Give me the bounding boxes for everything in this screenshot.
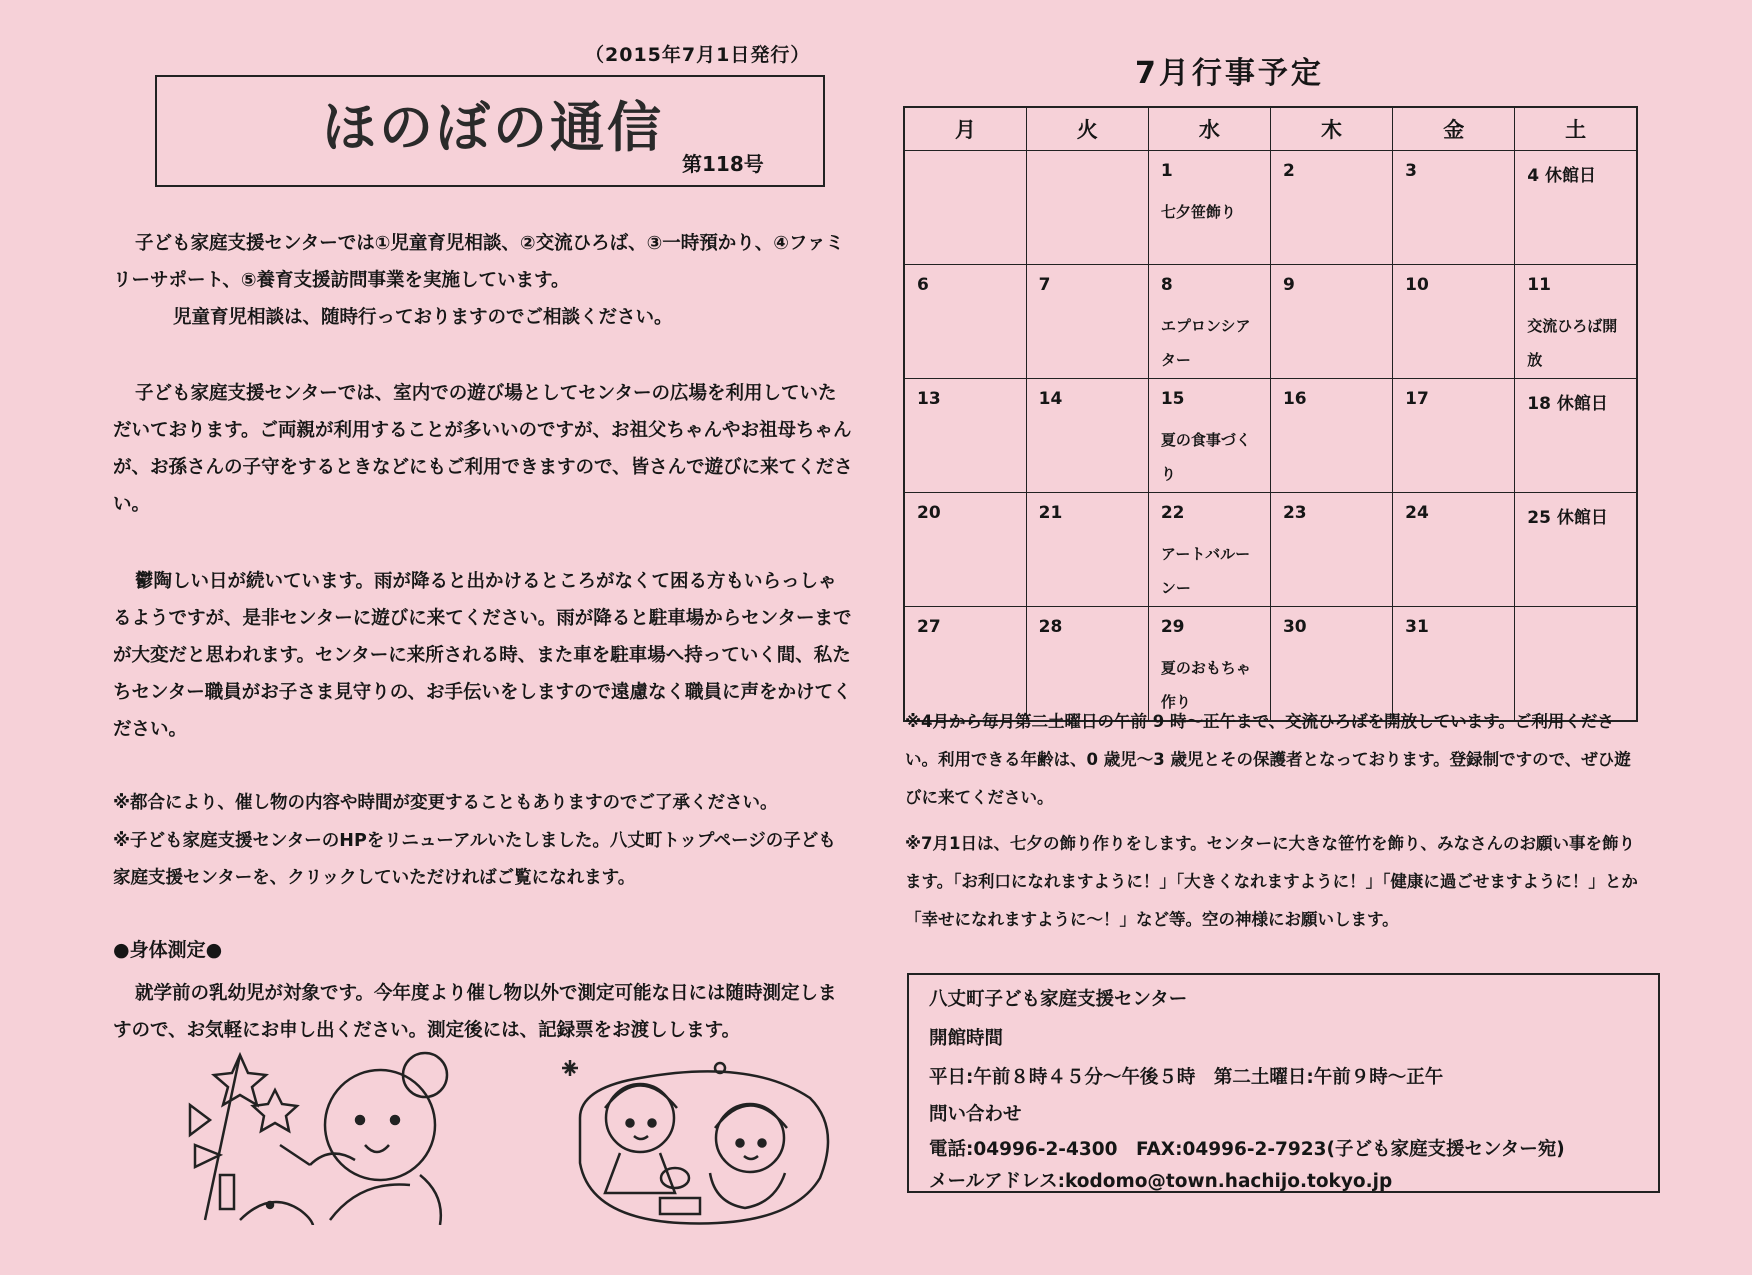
newsletter-title: ほのぼの通信 [322, 96, 664, 159]
calendar-day-number: 30 [1282, 617, 1307, 637]
calendar-day-number: 11 [1527, 275, 1551, 295]
calendar-day-cell [1270, 265, 1392, 379]
calendar-day-number: 17 [1405, 389, 1429, 409]
calendar-day-number: 9 [1282, 275, 1295, 295]
calendar-day-number: 24 [1405, 503, 1429, 523]
opening-hours: 平日:午前８時４５分～午後５時 第二土曜日:午前９時～正午 [929, 1067, 1444, 1088]
calendar-day-number: 4 休館日 [1527, 166, 1597, 186]
calendar-day-cell [1026, 379, 1148, 493]
calendar-event: 交流ひろば開放 [1527, 317, 1618, 369]
calendar-day-cell [1148, 493, 1270, 607]
calendar-day-number: 14 [1038, 389, 1063, 409]
calendar-day-cell [1026, 265, 1148, 379]
calendar-week-row [904, 151, 1637, 265]
calendar-week-row [904, 379, 1637, 493]
calendar-event: アートバルーンー [1160, 545, 1251, 597]
calendar-event: 夏のおもちゃ作り [1160, 659, 1251, 711]
calendar-title: 7月行事予定 [1135, 56, 1324, 91]
weekday-header: 水 [1148, 107, 1270, 151]
calendar-day-cell [1393, 493, 1515, 607]
calendar-day-cell [1515, 151, 1637, 265]
calendar-day-cell [1515, 493, 1637, 607]
weekday-header: 月 [904, 107, 1026, 151]
calendar-day-cell [1026, 493, 1148, 607]
body-measurement-text: 就学前の乳幼児が対象です。今年度より催し物以外で測定可能な日には随時測定しますので、お気軽にお申し出ください。測定後には、記録票をお渡しします。 [113, 983, 837, 1041]
calendar-day-cell [1026, 151, 1148, 265]
calendar-day-cell [1393, 151, 1515, 265]
calendar-day-cell [904, 493, 1026, 607]
calendar-day-number: 20 [917, 503, 941, 523]
calendar-week-row [904, 493, 1637, 607]
calendar-day-number: 28 [1038, 617, 1063, 637]
issue-number: 第118号 [682, 152, 764, 176]
calendar-day-cell [1270, 151, 1392, 265]
weekday-header-row [904, 107, 1637, 151]
phone-fax: 電話:04996-2-4300 FAX:04996-2-7923(子ども家庭支援センター宛) [929, 1139, 1565, 1160]
calendar-day-cell [904, 151, 1026, 265]
calendar-day-number: 29 [1160, 617, 1185, 637]
calendar-day-cell [1148, 151, 1270, 265]
hours-label: 開館時間 [929, 1028, 1004, 1049]
body-measurement-heading: ●身体測定● [113, 939, 223, 961]
calendar-day-number: 31 [1405, 617, 1429, 637]
calendar-day-number: 7 [1038, 275, 1051, 295]
intro-paragraph: 子ども家庭支援センターでは①児童育児相談、②交流ひろば、③一時預かり、④ファミリーサポート、⑤養育支援訪問事業を実施しています。 [113, 233, 845, 291]
event-calendar [903, 106, 1638, 722]
notice-change: ※都合により、催し物の内容や時間が変更することもありますのでご了承ください。 [113, 793, 778, 813]
center-name: 八丈町子ども家庭支援センター [929, 989, 1188, 1010]
calendar-day-number: 10 [1405, 275, 1429, 295]
calendar-day-cell [904, 265, 1026, 379]
calendar-day-cell [1270, 493, 1392, 607]
calendar-day-number: 1 [1160, 161, 1173, 181]
calendar-day-number: 16 [1282, 389, 1307, 409]
calendar-day-number: 2 [1282, 161, 1295, 181]
calendar-day-cell [1393, 379, 1515, 493]
issue-date: （2015年7月1日発行） [585, 44, 811, 66]
playroom-paragraph: 子ども家庭支援センターでは、室内での遊び場としてセンターの広場を利用していただいております。ご両親が利用することが多いいのですが、お祖父ちゃんやお祖母ちゃんが、お孫さんの子守をするときなどにもご利用できますので、皆さんで遊びに来てください。 [113, 383, 853, 515]
calendar-day-cell [1148, 379, 1270, 493]
notice-website: ※子ども家庭支援センターのHPをリニューアルいたしました。八丈町トップページの子ども家庭支援センターを、クリックしていただければご覧になれます。 [113, 831, 836, 888]
calendar-day-number: 22 [1160, 503, 1185, 523]
rainy-day-paragraph: 鬱陶しい日が続いています。雨が降ると出かけるところがなくて困る方もいらっしゃるようですが、是非センターに遊びに来てください。雨が降ると駐車場からセンターまでが大変だと思われます。センターに来所される時、また車を駐車場へ持っていく間、私たちセンター職員がお子さま見守りの、お手伝いをしますので遠慮なく職員に声をかけてください。 [113, 571, 852, 740]
weekday-header: 木 [1270, 107, 1392, 151]
calendar-event: 七夕笹飾り [1160, 203, 1236, 221]
inquiry-label: 問い合わせ [929, 1104, 1022, 1125]
tanabata-note: ※7月1日は、七夕の飾り作りをします。センターに大きな笹竹を飾り、みなさんのお願い事を飾ります。「お利口になれますように！」「大きくなれますように！」「健康に過ごせますように！」とか「幸せになれますように～！」など等。空の神様にお願いします。 [905, 834, 1638, 929]
email-address: メールアドレス:kodomo@town.hachijo.tokyo.jp [929, 1171, 1393, 1192]
calendar-day-number: 18 休館日 [1527, 394, 1608, 414]
calendar-day-cell [1515, 379, 1637, 493]
calendar-week-row [904, 265, 1637, 379]
calendar-day-cell [1148, 265, 1270, 379]
masthead [155, 75, 825, 187]
calendar-day-cell [904, 379, 1026, 493]
sandbox-illustration [560, 1058, 850, 1228]
calendar-day-number: 8 [1160, 275, 1173, 295]
open-play-note: ※4月から毎月第二土曜日の午前 9 時～正午まで、交流ひろばを開放しています。ご利用ください。利用できる年齢は、0 歳児～3 歳児とその保護者となっております。登録制ですので、ぜひ遊びに来てください。 [905, 712, 1631, 807]
calendar-day-number: 25 休館日 [1527, 508, 1608, 528]
tanabata-illustration [180, 1045, 490, 1225]
calendar-event: 夏の食事づくり [1160, 431, 1251, 483]
consult-paragraph: 児童育児相談は、随時行っておりますのでご相談ください。 [173, 307, 673, 328]
calendar-day-number: 6 [917, 275, 929, 295]
calendar-day-number: 15 [1160, 389, 1185, 409]
weekday-header: 火 [1026, 107, 1148, 151]
calendar-day-cell [1515, 265, 1637, 379]
weekday-header: 土 [1515, 107, 1637, 151]
calendar-day-cell [1393, 265, 1515, 379]
calendar-day-number: 21 [1038, 503, 1063, 523]
contact-box [907, 973, 1660, 1193]
calendar-day-number: 3 [1405, 161, 1417, 181]
calendar-day-number: 23 [1282, 503, 1307, 523]
weekday-header: 金 [1393, 107, 1515, 151]
calendar-day-number: 13 [917, 389, 941, 409]
calendar-event: エプロンシアター [1160, 317, 1251, 369]
calendar-day-cell [1270, 379, 1392, 493]
calendar-day-number: 27 [917, 617, 941, 637]
